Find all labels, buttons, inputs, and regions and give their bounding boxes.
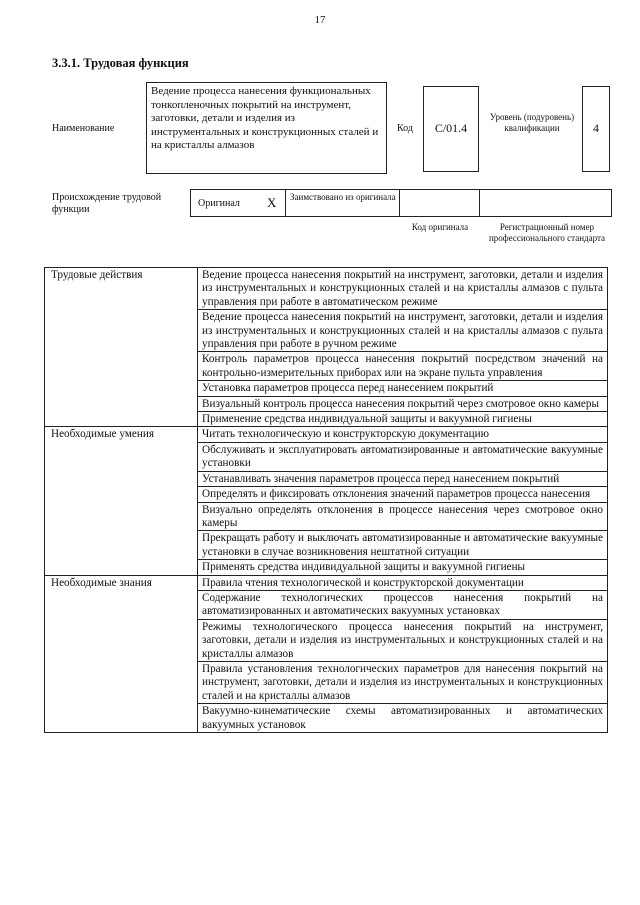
code-value: C/01.4 — [434, 121, 468, 135]
table-cell: Устанавливать значения параметров процесса перед нанесением покрытий — [198, 471, 608, 486]
table-cell: Читать технологическую и конструкторскую документацию — [198, 427, 608, 442]
origin-label: Происхождение трудовой функции — [52, 192, 162, 215]
table-cell: Правила установления технологических параметров для нанесения покрытий на инструмент, заготовки, детали и изделия из инструментальных и конструкционных сталей и на кристаллы алмазов — [198, 661, 608, 703]
table-cell: Визуально определять отклонения в процессе нанесения через смотровое окно камеры — [198, 502, 608, 531]
table-row — [45, 268, 608, 310]
table-cell: Обслуживать и эксплуатировать автоматизированные и автоматические вакуумные установки — [198, 442, 608, 471]
table-cell: Визуальный контроль процесса нанесения покрытий через смотровое окно камеры — [198, 396, 608, 411]
table-cell: Содержание технологических процессов нанесения покрытий на автоматизированных и автоматических вакуумных установках — [198, 590, 608, 619]
reg-number-label: Регистрационный номер профессионального стандарта — [488, 222, 606, 243]
level-label: Уровень (подуровень) квалификации — [489, 112, 575, 133]
table-cell: Вакуумно-кинематические схемы автоматизированных и автоматических вакуумных установок — [198, 704, 608, 733]
table-cell: Применение средства индивидуальной защиты и вакуумной гигиены — [198, 412, 608, 427]
table-cell: Правила чтения технологической и конструкторской документации — [198, 575, 608, 590]
name-value: Ведение процесса нанесения функциональных тонкопленочных покрытий на инструмент, заготовки, детали и изделия из инструментальных и конструкционных сталей и на кристаллы алмазов — [146, 82, 387, 174]
origin-row — [190, 189, 612, 217]
name-label: Наименование — [52, 123, 115, 134]
table-cell: Прекращать работу и выключать автоматизированные и автоматические вакуумные установки в случае возникновения нештатной ситуации — [198, 531, 608, 560]
category-cell: Необходимые знания — [45, 575, 198, 732]
table-cell: Установка параметров процесса перед нанесением покрытий — [198, 381, 608, 396]
category-cell: Необходимые умения — [45, 427, 198, 575]
section-title: 3.3.1. Трудовая функция — [52, 56, 189, 70]
table-cell: Режимы технологического процесса нанесения покрытий на инструмент, заготовки, детали и изделия из инструментальных и конструкционных сталей и на кристаллы алмазов — [198, 619, 608, 661]
code-box — [423, 86, 479, 172]
labor-function-table — [44, 267, 608, 733]
table-cell: Контроль параметров процесса нанесения покрытий посредством значений на контрольно-измерительных приборах или на экране пульта управления — [198, 352, 608, 381]
original-mark: X — [267, 195, 277, 210]
code-original-label: Код оригинала — [411, 222, 469, 232]
level-box — [582, 86, 610, 172]
category-cell: Трудовые действия — [45, 268, 198, 427]
divider — [399, 189, 400, 217]
code-label: Код — [397, 123, 413, 134]
divider — [285, 189, 286, 217]
table-row — [45, 575, 608, 590]
level-value: 4 — [593, 121, 599, 135]
table-cell: Ведение процесса нанесения покрытий на инструмент, заготовки, детали и изделия из инструментальных и конструкционных сталей и на кристаллы алмазов с пульта управления при работе в автоматическом режиме — [198, 268, 608, 310]
table-cell: Определять и фиксировать отклонения значений параметров процесса нанесения — [198, 487, 608, 502]
divider — [479, 189, 480, 217]
table-cell: Применять средства индивидуальной защиты и вакуумной гигиены — [198, 560, 608, 575]
table-row — [45, 427, 608, 442]
borrowed-label: Заимствовано из оригинала — [290, 192, 396, 202]
table-cell: Ведение процесса нанесения покрытий на инструмент, заготовки, детали и изделия из инструментальных и конструкционных сталей и на кристаллы алмазов с пульта управления при работе в ручном режиме — [198, 310, 608, 352]
original-label: Оригинал — [198, 198, 240, 209]
page-number: 17 — [314, 14, 326, 26]
